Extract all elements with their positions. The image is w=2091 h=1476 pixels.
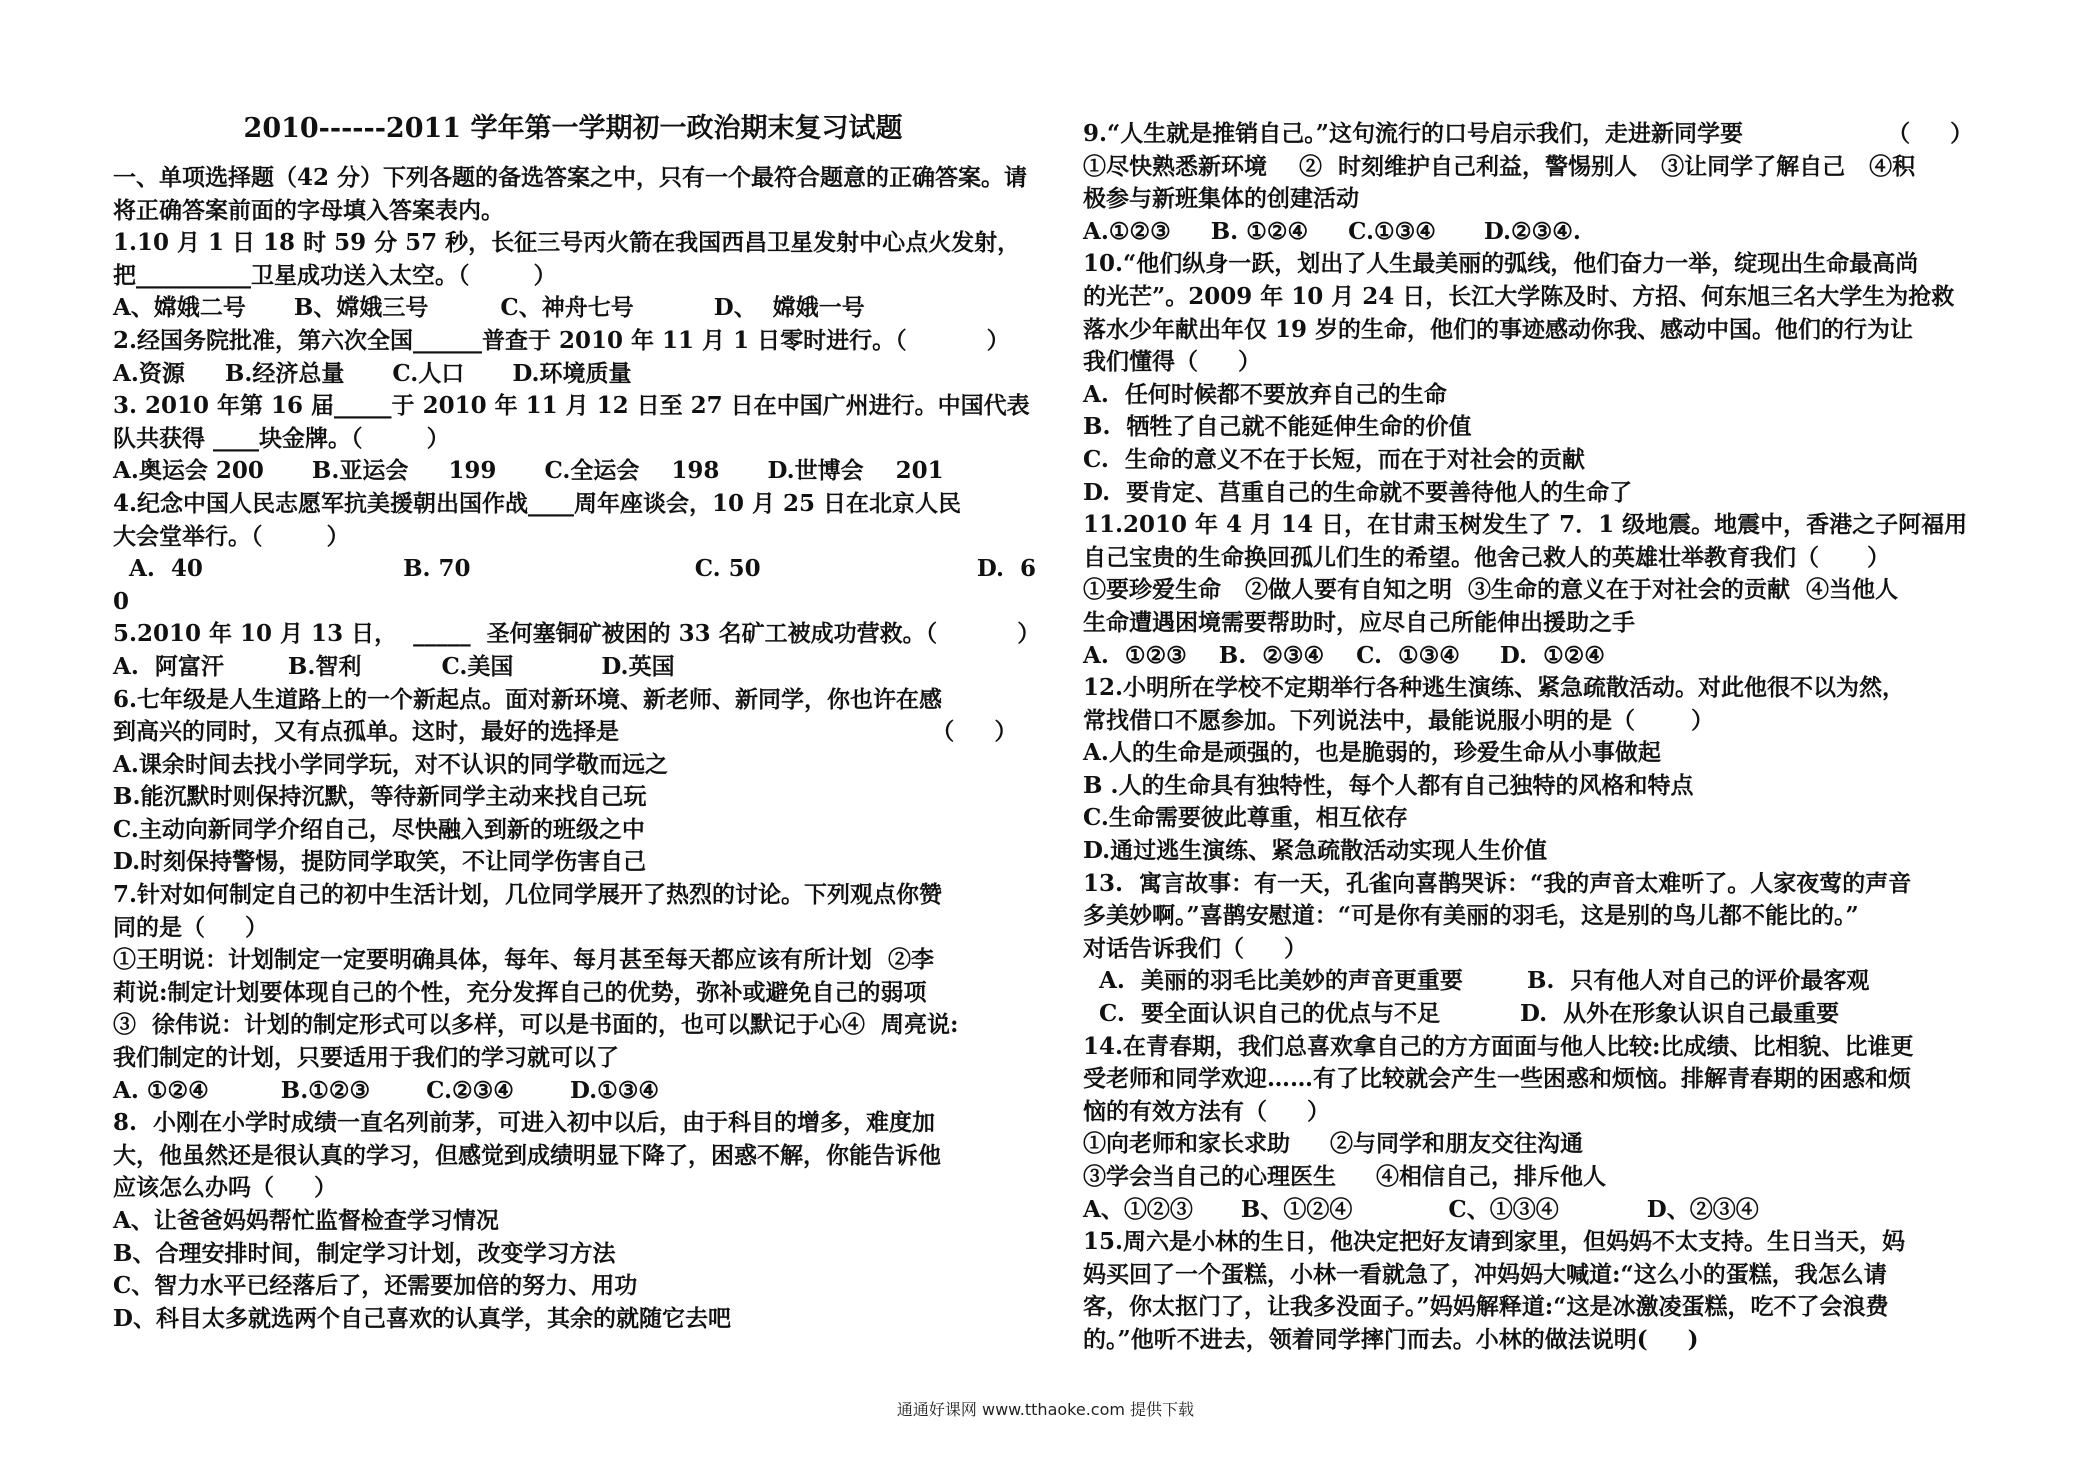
text-line: ③学会当自己的心理医生 ④相信自己，排斥他人 [1083, 1163, 1607, 1190]
text-line: D.时刻保持警惕，提防同学取笑，不让同学伤害自己 [113, 848, 647, 876]
text-line: 受老师和同学欢迎……有了比较就会产生一些困惑和烦恼。排解青春期的困惑和烦 [1083, 1065, 1911, 1093]
text-line: B、合理安排时间，制定学习计划，改变学习方法 [113, 1239, 616, 1267]
text-line: 4.纪念中国人民志愿军抗美援朝出国作战____周年座谈会，10 月 25 日在北京人民 [113, 489, 962, 517]
text-line: A.奥运会 200 B.亚运会 199 C.全运会 198 D.世博会 201 [113, 457, 944, 485]
text-line: 自己宝贵的生命换回孤儿们生的希望。他舍己救人的英雄壮举教育我们（ ） [1083, 543, 1891, 571]
text-line: 13. 寓言故事：有一天，孔雀向喜鹊哭诉：“我的声音太难听了。人家夜莺的声音 [1083, 869, 1912, 897]
text-line: A、让爸爸妈妈帮忙监督检查学习情况 [113, 1207, 499, 1234]
footer-credit: 通通好课网 www.tthaoke.com 提供下载 [896, 1400, 1195, 1419]
text-line: A、嫦娥二号 B、嫦娥三号 C、神舟七号 D、 嫦娥一号 [113, 294, 865, 322]
text-line: 队共获得 ____块金牌。（ ） [113, 424, 450, 452]
text-line: 对话告诉我们（ ） [1083, 934, 1308, 962]
text-line: 妈买回了一个蛋糕，小林一看就急了，冲妈妈大喊道:“这么小的蛋糕，我怎么请 [1083, 1260, 1887, 1288]
text-line: 生命遭遇困境需要帮助时，应尽自己所能伸出援助之手 [1083, 608, 1635, 636]
text-line: 多美妙啊。”喜鹊安慰道：“可是你有美丽的羽毛，这是别的鸟儿都不能比的。” [1083, 902, 1859, 930]
text-line: B. 牺牲了自己就不能延伸生命的价值 [1083, 413, 1472, 441]
text-line: 3. 2010 年第 16 届_____于 2010 年 11 月 12 日至 27 日在中国广州进行。中国代表 [113, 392, 1030, 420]
text-line: A.课余时间去找小学同学玩，对不认识的同学敬而远之 [113, 750, 668, 778]
left-column-body [113, 162, 1041, 1335]
text-line: A. ①②③ B. ②③④ C. ①③④ D. ①②④ [1083, 641, 1605, 669]
text-line: 6.七年级是人生道路上的一个新起点。面对新环境、新老师、新同学，你也许在感 [113, 685, 943, 713]
text-line: 的。”他听不进去，领着同学摔门而去。小林的做法说明( ) [1083, 1325, 1699, 1353]
text-line: 应该怎么办吗（ ） [113, 1174, 338, 1202]
text-line: 5.2010 年 10 月 13 日， _____ 圣何塞铜矿被困的 33 名矿工被成功营救。（ ） [113, 620, 1041, 648]
text-line: 同的是（ ） [113, 913, 269, 941]
text-line: ③ 徐伟说：计划的制定形式可以多样，可以是书面的，也可以默记于心④ 周亮说: [113, 1011, 959, 1039]
text-line: D. 要肯定、莒重自己的生命就不要善待他人的生命了 [1083, 478, 1633, 506]
text-line: C.主动向新同学介绍自己，尽快融入到新的班级之中 [113, 815, 645, 843]
text-line: D、科目太多就选两个自己喜欢的认真学，其余的就随它去吧 [113, 1304, 731, 1332]
text-line: 15.周六是小林的生日，他决定把好友请到家里，但妈妈不太支持。生日当天，妈 [1083, 1228, 1906, 1256]
text-line: 14.在青春期，我们总喜欢拿自己的方方面面与他人比较:比成绩、比相貌、比谁更 [1083, 1032, 1914, 1060]
exam-title: 2010------2011 学年第一学期初一政治期末复习试题 [243, 113, 903, 144]
text-line: A. 美丽的羽毛比美妙的声音更重要 B. 只有他人对自己的评价最客观 [1083, 967, 1870, 995]
right-column [1083, 118, 1983, 1357]
text-line: 将正确答案前面的字母填入答案表内。 [113, 196, 504, 224]
right-column-body [1083, 118, 1983, 1357]
text-line: D.通过逃生演练、紧急疏散活动实现人生价值 [1083, 837, 1548, 865]
text-line: 9.“人生就是推销自己。”这句流行的口号启示我们，走进新同学要 （ ） [1083, 120, 1974, 147]
text-line: 极参与新班集体的创建活动 [1083, 185, 1359, 213]
text-line: C、智力水平已经落后了，还需要加倍的努力、用功 [113, 1272, 638, 1300]
text-line: A. ①②④ B.①②③ C.②③④ D.①③④ [113, 1076, 659, 1104]
text-line: 客，你太抠门了，让我多没面子。”妈妈解释道:“这是冰激凌蛋糕，吃不了会浪费 [1083, 1293, 1889, 1321]
text-line: C. 生命的意义不在于长短，而在于对社会的贡献 [1083, 445, 1585, 473]
text-line: ①向老师和家长求助 ②与同学和朋友交往沟通 [1083, 1130, 1584, 1158]
text-line: 我们懂得（ ） [1083, 348, 1262, 376]
text-line: C.生命需要彼此尊重，相互依存 [1083, 804, 1408, 832]
text-line: A、①②③ B、①②④ C、①③④ D、②③④ [1083, 1195, 1759, 1223]
text-line: 8. 小刚在小学时成绩一直名列前茅，可进入初中以后，由于科目的增多，难度加 [113, 1109, 936, 1137]
text-line: B.能沉默时则保持沉默，等待新同学主动来找自己玩 [113, 783, 647, 811]
text-line: 7.针对如何制定自己的初中生活计划，几位同学展开了热烈的讨论。下列观点你赞 [113, 881, 943, 909]
text-line: 的光芒”。2009 年 10 月 24 日，长江大学陈及时、方招、何东旭三名大学生为抢救 [1083, 282, 1955, 310]
text-line: A. 阿富汗 B.智利 C.美国 D.英国 [113, 652, 675, 680]
text-line: A. 40 B. 70 C. 50 D. 6 [113, 555, 1037, 583]
text-line: 常找借口不愿参加。下列说法中，最能说服小明的是（ ） [1083, 706, 1715, 734]
text-line: 到高兴的同时，又有点孤单。这时，最好的选择是 （ ） [113, 718, 1018, 746]
text-line: ①尽快熟悉新环境 ② 时刻维护自己利益，警惕别人 ③让同学了解自己 ④积 [1083, 152, 1916, 180]
text-line: ①王明说：计划制定一定要明确具体，每年、每月甚至每天都应该有所计划 ②李 [113, 946, 935, 974]
text-line: 10.“他们纵身一跃，划出了人生最美丽的弧线，他们奋力一举，绽现出生命最高尚 [1083, 250, 1919, 278]
text-line: A.①②③ B. ①②④ C.①③④ D.②③④. [1083, 217, 1581, 245]
text-line: 11.2010 年 4 月 14 日，在甘肃玉树发生了 7．1 级地震。地震中，香港之子阿福用 [1083, 511, 1968, 539]
text-line: 我们制定的计划，只要适用于我们的学习就可以了 [113, 1044, 619, 1072]
text-line: 2.经国务院批准，第六次全国______普查于 2010 年 11 月 1 日零时进行。（ ） [113, 326, 1010, 354]
text-line: A.人的生命是顽强的，也是脆弱的，珍爱生命从小事做起 [1083, 739, 1661, 767]
text-line: 12.小明所在学校不定期举行各种逃生演练、紧急疏散活动。对此他很不以为然， [1083, 674, 1906, 702]
text-line: 大会堂举行。（ ） [113, 522, 350, 550]
text-line: 把__________卫星成功送入太空。（ ） [113, 261, 557, 289]
text-line: 0 [113, 587, 130, 615]
text-line: 莉说:制定计划要体现自己的个性，充分发挥自己的优势，弥补或避免自己的弱项 [113, 978, 927, 1006]
text-line: 一、单项选择题（42 分）下列各题的备选答案之中，只有一个最符合题意的正确答案。请 [113, 164, 1028, 191]
left-column [113, 108, 1041, 1335]
text-line: A.资源 B.经济总量 C.人口 D.环境质量 [113, 359, 632, 387]
text-line: ①要珍爱生命 ②做人要有自知之明 ③生命的意义在于对社会的贡献 ④当他人 [1083, 576, 1899, 604]
text-line: B .人的生命具有独特性，每个人都有自己独特的风格和特点 [1083, 771, 1694, 799]
text-line: 大，他虽然还是很认真的学习，但感觉到成绩明显下降了，困惑不解，你能告诉他 [113, 1141, 941, 1169]
text-line: 1.10 月 1 日 18 时 59 分 57 秒，长征三号丙火箭在我国西昌卫星发射中心点火发射， [113, 229, 1021, 257]
text-line: A. 任何时候都不要放弃自己的生命 [1083, 380, 1447, 408]
text-line: 恼的有效方法有（ ） [1083, 1097, 1331, 1125]
text-line: 落水少年献出年仅 19 岁的生命，他们的事迹感动你我、感动中国。他们的行为让 [1083, 315, 1914, 343]
text-line: C. 要全面认识自己的优点与不足 D. 从外在形象认识自己最重要 [1083, 1000, 1840, 1028]
